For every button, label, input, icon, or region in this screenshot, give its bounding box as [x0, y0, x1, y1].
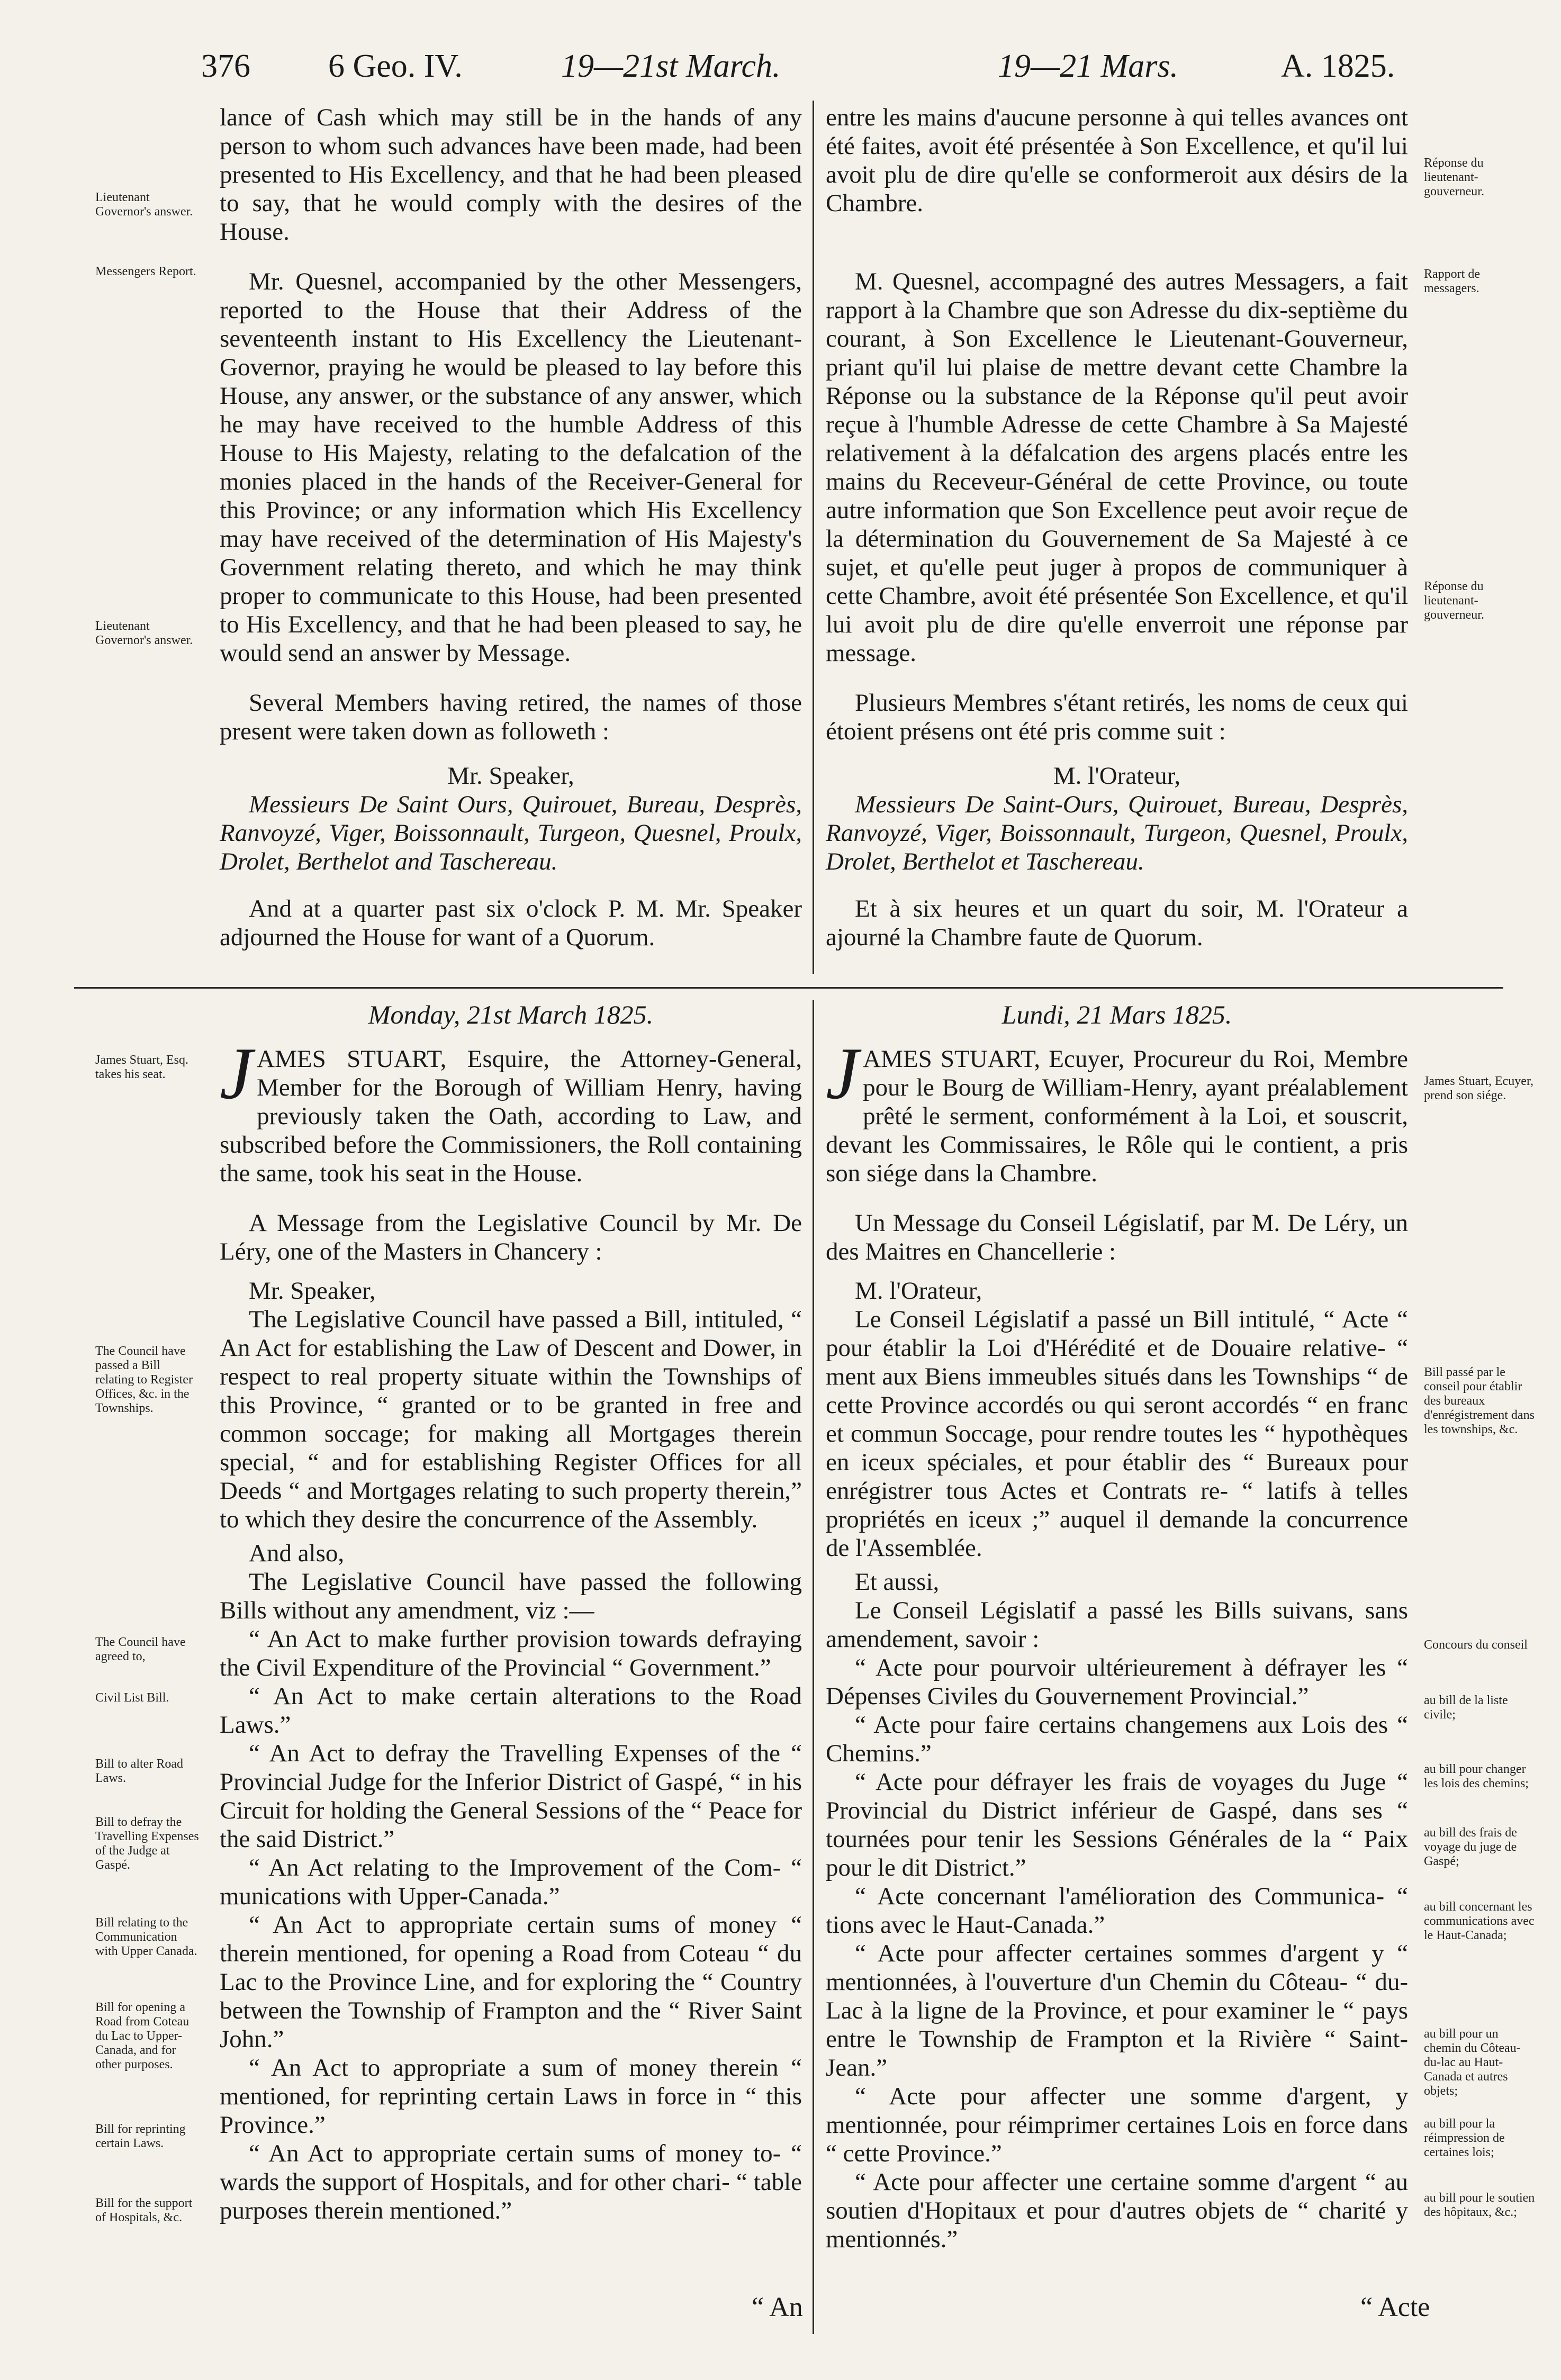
fr-para-12: Le Conseil Législatif a passé les Bills suivans, sans amendement, savoir :	[826, 1597, 1408, 1653]
margin-note-right-3: Réponse du lieutenant-gouverneur.	[1424, 580, 1484, 622]
fr-bill-road-laws: “ Acte pour faire certains changemens aux Lois des “ Chemins.”	[826, 1711, 1408, 1767]
margin-note-right-8: au bill pour changer les lois des chemins;	[1424, 1762, 1529, 1790]
fr-date-heading: Lundi, 21 Mars 1825.	[1001, 1000, 1232, 1029]
margin-note-right-9: au bill des frais de voyage du juge de Gaspé;	[1424, 1826, 1517, 1868]
en-catchword: “ An	[752, 2292, 803, 2322]
fr-bill-gaspe: “ Acte pour défrayer les frais de voyages du Juge “ Provincial du District inférieur de Gaspé, dans ses “ tournées pour tenir les Sessions Générales de la “ Paix pour le dit District.”	[826, 1768, 1408, 1881]
fr-para-6: Et à six heures et un quart du soir, M. l'Orateur a ajourné la Chambre faute de Quorum.	[826, 895, 1408, 951]
fr-para-8: Un Message du Conseil Législatif, par M. De Léry, un des Maitres en Chancellerie :	[826, 1209, 1408, 1265]
en-members-list: Messieurs De Saint Ours, Quirouet, Bureau, Desprès, Ranvoyzé, Viger, Boissonnault, Turgeon, Quesnel, Proulx, Drolet, Berthelot and Taschereau.	[220, 791, 802, 875]
en-para-4: Mr. Speaker,	[447, 762, 574, 790]
date-french: 19—21 Mars.	[998, 48, 1179, 84]
en-bill-hospitals: “ An Act to appropriate certain sums of money to- “ wards the support of Hospitals, and for other chari- “ table purposes therein mentioned.”	[220, 2140, 802, 2224]
fr-bill-coteau-road: “ Acte pour affecter certaines sommes d'argent y “ mentionnées, à l'ouverture d'un Chemin du Côteau- “ du-Lac à la ligne de la Province, et pour examiner le “ pays entre le Township de Frampton et la Rivière “ Saint-Jean.”	[826, 1940, 1408, 2082]
year-label: A. 1825.	[1281, 48, 1395, 84]
en-bill-gaspe: “ An Act to defray the Travelling Expenses of the “ Provincial Judge for the Inferior District of Gaspé, “ in his Circuit for holding the General Sessions of the “ Peace for the said District.”	[220, 1740, 802, 1853]
margin-note-left-11: Bill for opening a Road from Coteau du Lac to Upper-Canada, and for other purposes.	[95, 2001, 190, 2071]
fr-members-list: Messieurs De Saint-Ours, Quirouet, Bureau, Desprès, Ranvoyzé, Viger, Boissonnault, Turgeon, Quesnel, Proulx, Drolet, Berthelot et Taschereau.	[826, 791, 1408, 875]
en-bill-upper-canada: “ An Act relating to the Improvement of the Com- “ munications with Upper-Canada.”	[220, 1854, 802, 1910]
margin-note-left-6: The Council have agreed to,	[95, 1635, 186, 1663]
fr-para-10: Le Conseil Législatif a passé un Bill intitulé, “ Acte “ pour établir la Loi d'Hérédité et de Douaire relative- “ ment aux Biens immeubles situés dans les Townships “ de cette Province accordés ou qui seront accordés “ en franc et commun Soccage, pour rendre toutes les “ hypothèques en iceux spéciales, et pour établir des “ Bureaux pour enrégistrer tous Actes et Contrats re- “ latifs à telles propriétés en iceux ;” auquel il demande la concurrence de l'Assemblée.	[826, 1306, 1408, 1562]
en-para-12: The Legislative Council have passed the following Bills without any amendment, viz :—	[220, 1568, 802, 1624]
fr-para-1: entre les mains d'aucune personne à qui telles avances ont été faites, avoit été présentée à Son Excellence, et qu'il lui avoit plu de dire qu'elle se conformeroit aux désirs de la Chambre.	[826, 104, 1408, 217]
fr-bill-hospitals: “ Acte pour affecter une certaine somme d'argent “ au soutien d'Hopitaux et pour d'autres objets de “ charité y mentionnés.”	[826, 2168, 1408, 2253]
en-bill-coteau-road: “ An Act to appropriate certain sums of money “ therein mentioned, for opening a Road from Coteau “ du Lac to the Province Line, and for exploring the “ Country between the Township of Frampton and the “ River Saint John.”	[220, 1911, 802, 2053]
english-column-bottom	[220, 1000, 802, 2225]
margin-note-right-12: au bill pour la réimpression de certaines lois;	[1424, 2117, 1505, 2159]
margin-note-right-10: au bill concernant les communications avec le Haut-Canada;	[1424, 1900, 1535, 1942]
margin-note-left-10: Bill relating to the Communication with Upper Canada.	[95, 1916, 197, 1958]
fr-para-7: JAMES STUART, Ecuyer, Procureur du Roi, Membre pour le Bourg de William-Henry, ayant préalablement prêté le serment, conformément à la Loi, et souscrit, devant les Commissaires, le Rôle qui le contient, a pris son siége dans la Chambre.	[826, 1033, 1408, 1187]
french-column-bottom	[826, 1000, 1408, 2254]
en-para-3: Several Members having retired, the names of those present were taken down as followeth :	[220, 689, 802, 745]
fr-bill-upper-canada: “ Acte concernant l'amélioration des Communica- “ tions avec le Haut-Canada.”	[826, 1883, 1408, 1939]
en-bill-reprint-laws: “ An Act to appropriate a sum of money therein “ mentioned, for reprinting certain Laws in force in “ this Province.”	[220, 2054, 802, 2139]
fr-bill-civil-list: “ Acte pour pourvoir ultérieurement à défrayer les “ Dépenses Civiles du Gouvernement Provincial.”	[826, 1654, 1408, 1710]
margin-note-left-4: James Stuart, Esq. takes his seat.	[95, 1053, 188, 1081]
en-para-2: Mr. Quesnel, accompanied by the other Messengers, reported to the House that their Address of the seventeenth instant to His Excellency the Lieutenant-Governor, praying he would be pleased to lay before this House, any answer, or the substance of any answer, which he may have received to the humble Address of this House to His Majesty, relating to the defalcation of the monies placed in the hands of the Receiver-General for this Province; or any information which His Excellency may have received of the determination of His Majesty's Government relating thereto, and which he may think proper to communicate to this House, had been presented to His Excellency, and that he had been pleased to say, he would send an answer by Message.	[220, 268, 802, 667]
en-para-1: lance of Cash which may still be in the hands of any person to whom such advances have been made, had been presented to His Excellency, and that he had been pleased to say, that he would comply with the desires of the House.	[220, 104, 802, 246]
margin-note-left-13: Bill for the support of Hospitals, &c.	[95, 2196, 193, 2224]
reign-label: 6 Geo. IV.	[328, 48, 463, 84]
margin-note-left-8: Bill to alter Road Laws.	[95, 1757, 183, 1785]
en-date-heading: Monday, 21st March 1825.	[368, 1000, 654, 1029]
fr-para-11: Et aussi,	[855, 1568, 940, 1596]
en-para-8: A Message from the Legislative Council by Mr. De Léry, one of the Masters in Chancery :	[220, 1209, 802, 1265]
margin-note-right-13: au bill pour le soutien des hôpitaux, &c.;	[1424, 2191, 1535, 2219]
margin-note-right-6: Concours du conseil	[1424, 1638, 1528, 1652]
fr-para-3: Plusieurs Membres s'étant retirés, les noms de ceux qui étoient présens ont été pris comme suit :	[826, 689, 1408, 745]
fr-para-4: M. l'Orateur,	[1053, 762, 1181, 790]
margin-note-right-11: au bill pour un chemin du Côteau-du-lac au Haut-Canada et autres objets;	[1424, 2027, 1521, 2098]
column-divider-bottom	[813, 1000, 814, 2334]
fr-bill-reprint-laws: “ Acte pour affecter une somme d'argent, y mentionnée, pour réimprimer certaines Lois en force dans “ cette Province.”	[826, 2083, 1408, 2167]
page-number: 376	[201, 48, 250, 84]
margin-note-left-7: Civil List Bill.	[95, 1691, 169, 1705]
fr-catchword: “ Acte	[1360, 2292, 1430, 2322]
margin-note-left-3: Lieutenant Governor's answer.	[95, 619, 193, 647]
en-bill-civil-list: “ An Act to make further provision towards defraying the Civil Expenditure of the Provincial “ Government.”	[220, 1625, 802, 1681]
margin-note-right-5: Bill passé par le conseil pour établir des bureaux d'enrégistrement dans les townships, &c.	[1424, 1365, 1535, 1436]
en-para-9: Mr. Speaker,	[249, 1277, 376, 1305]
margin-note-right-4: James Stuart, Ecuyer, prend son siége.	[1424, 1074, 1533, 1102]
margin-note-right-2: Rapport de messagers.	[1424, 267, 1480, 295]
running-header	[0, 37, 1561, 95]
en-bill-road-laws: “ An Act to make certain alterations to the Road Laws.”	[220, 1682, 802, 1739]
margin-note-left-9: Bill to defray the Travelling Expenses of the Judge at Gaspé.	[95, 1815, 199, 1872]
margin-note-left-5: The Council have passed a Bill relating to Register Offices, &c. in the Townships.	[95, 1344, 193, 1415]
margin-note-right-1: Réponse du lieutenant-gouverneur.	[1424, 156, 1484, 198]
margin-note-left-1: Lieutenant Governor's answer.	[95, 191, 193, 219]
english-column-top	[220, 103, 802, 952]
fr-para-9: M. l'Orateur,	[855, 1277, 982, 1305]
en-para-11: And also,	[249, 1540, 345, 1567]
column-divider-top	[813, 101, 814, 974]
fr-para-2: M. Quesnel, accompagné des autres Messagers, a fait rapport à la Chambre que son Adresse du dix-septième du courant, à Son Excellence le Lieutenant-Gouverneur, priant qu'il lui plaise de mettre devant cette Chambre la Réponse ou la substance de la Réponse qu'il peut avoir reçue à l'humble Adresse de cette Chambre à Sa Majesté relativement à la défalcation des argens placés entre les mains du Receveur-Général de cette Province, ou toute autre information que Son Excellence peut avoir reçue de la détermination du Gouvernement de Sa Majesté à ce sujet, et qu'elle peut juger à propos de communiquer à cette Chambre, avoit été présentée Son Excellence, et qu'il lui avoit plu de dire qu'elle enverroit une réponse par message.	[826, 268, 1408, 667]
en-para-6: And at a quarter past six o'clock P. M. Mr. Speaker adjourned the House for want of a Quorum.	[220, 895, 802, 951]
en-para-10: The Legislative Council have passed a Bill, intituled, “ An Act for establishing the Law of Descent and Dower, in respect to real property situate within the Townships of this Province, “ granted or to be granted in free and common soccage; for making all Mortgages therein special, “ and for establishing Register Offices for all Deeds “ and Mortgages relating to such property therein,” to which they desire the concurrence of the Assembly.	[220, 1306, 802, 1533]
margin-note-left-2: Messengers Report.	[95, 265, 196, 278]
en-para-7: JAMES STUART, Esquire, the Attorney-General, Member for the Borough of William Henry, having previously taken the Oath, according to Law, and subscribed before the Commissioners, the Roll containing the same, took his seat in the House.	[220, 1033, 802, 1187]
section-divider	[74, 987, 1503, 989]
margin-note-left-12: Bill for reprinting certain Laws.	[95, 2122, 186, 2150]
date-english: 19—21st March.	[561, 48, 781, 84]
french-column-top	[826, 103, 1408, 952]
margin-note-right-7: au bill de la liste civile;	[1424, 1694, 1508, 1722]
